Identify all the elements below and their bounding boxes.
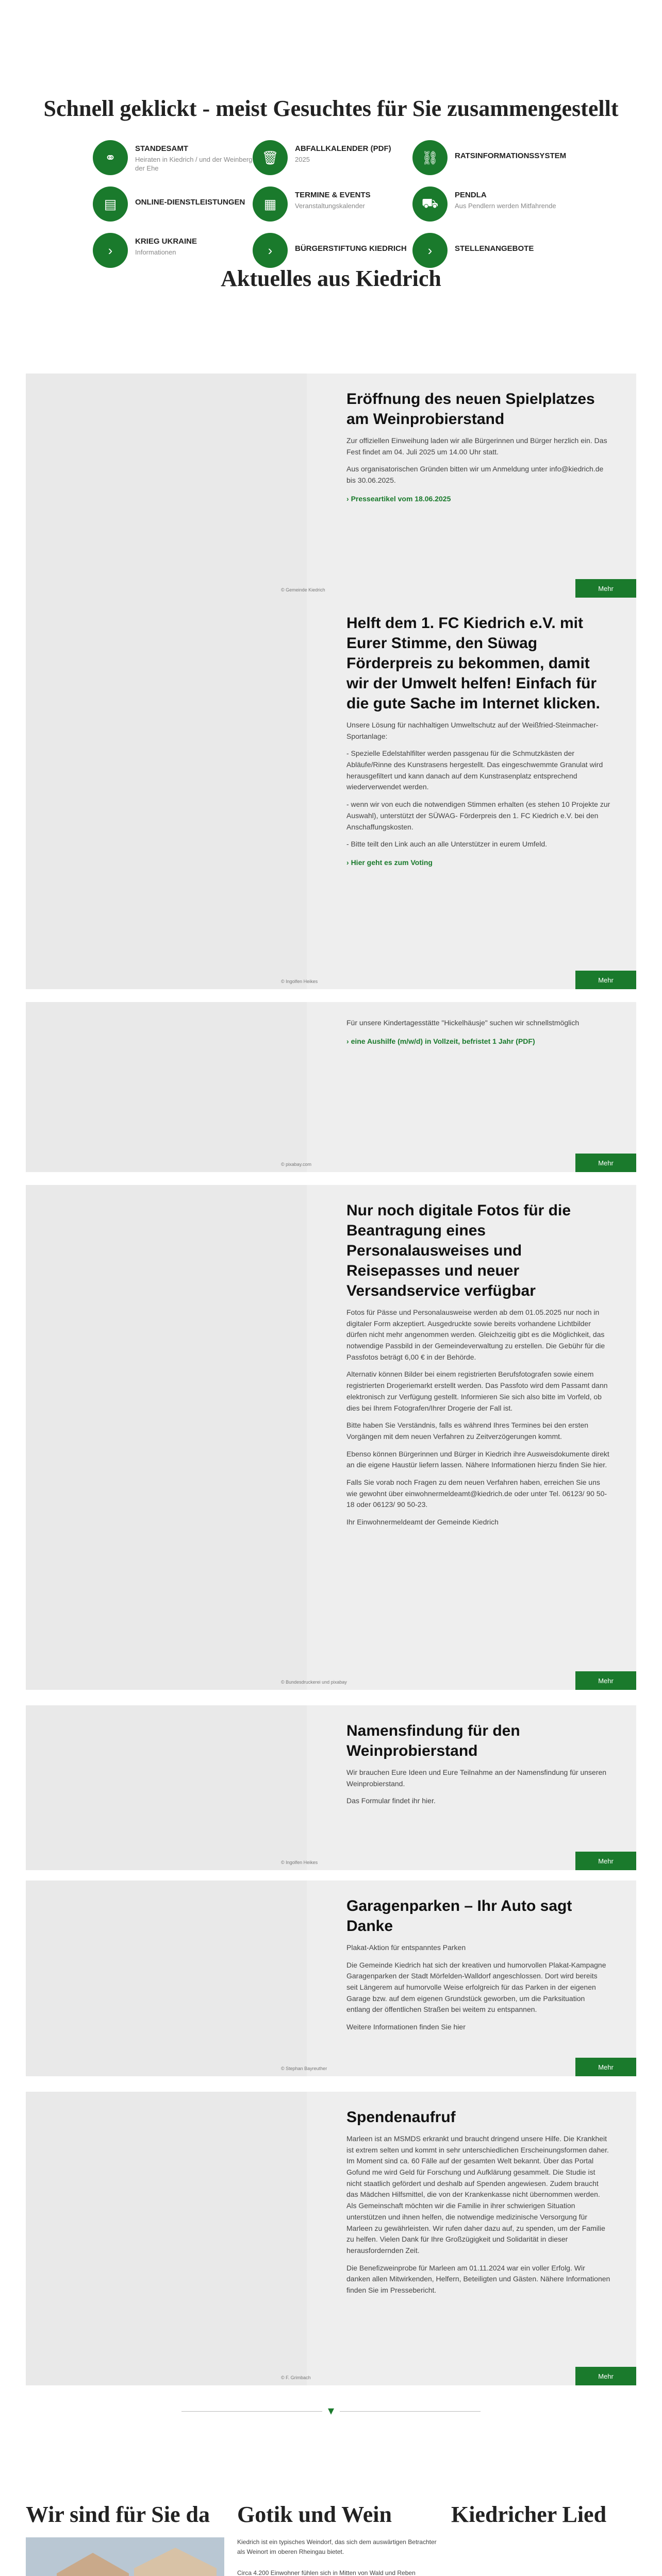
quicklink-text — [135, 187, 245, 207]
quicklink-label: ABFALLKALENDER (PDF) — [295, 144, 391, 153]
quicklink-text — [455, 233, 534, 253]
more-button[interactable]: Mehr — [575, 971, 636, 989]
quicklinks-grid — [93, 140, 572, 268]
news-link[interactable]: › Presseartikel vom 18.06.2025 — [346, 494, 451, 503]
more-button[interactable]: Mehr — [575, 1852, 636, 1870]
more-button[interactable]: Mehr — [575, 579, 636, 598]
chevron-down-icon[interactable]: ▾ — [322, 2405, 340, 2417]
news-title: Aktuelles aus Kiedrich — [221, 266, 441, 291]
news-paragraph: Die Benefizweinprobe für Marleen am 01.11.2024 war ein voller Erfolg. Wir danken allen Mitwirkenden, Helfern, Beteiligten und Gästen. Nähere Informationen finden Sie im Pressebericht. — [346, 2263, 610, 2294]
more-button[interactable]: Mehr — [575, 2367, 636, 2385]
news-paragraph: Für unsere Kindertagesstätte "Hickelhäusje" suchen wir schnellstmöglich — [346, 1019, 580, 1027]
news-paragraph: Die Gemeinde Kiedrich hat sich der kreativen und humorvollen Plakat-Kampagne Garagenparken der Stadt Mörfelden-Walldorf angeschlossen. Dort wird bereits seit Längerem auf humorvolle Weise erfolgreich für das Parken in der eigenen Garage bzw. auf dem eigenen Grundstück geworben, um die Parksituation entlang der öffentlichen Straßen bei weitem zu entspannen. — [346, 1960, 606, 2014]
image-credit: © Bundesdruckerei und pixabay — [281, 1680, 347, 1685]
quicklink-text — [135, 233, 197, 257]
news-body — [346, 1880, 610, 2033]
news-body — [346, 1705, 610, 1807]
news-image — [26, 1880, 307, 2076]
gotik-text: Kiedrich ist ein typisches Weindorf, das sich dem auswärtigen Betrachter als Weinort im oberen Rheingau bietet. — [237, 2538, 437, 2555]
news-card — [26, 374, 636, 598]
news-title: Namensfindung für den Weinprobierstand — [346, 1722, 520, 1759]
news-paragraph: Weitere Informationen finden Sie hier — [346, 2023, 466, 2031]
news-link[interactable]: › Hier geht es zum Voting — [346, 858, 433, 867]
wir-title: Wir sind für Sie da — [26, 2502, 210, 2527]
news-card — [26, 1185, 636, 1690]
image-credit: © Stephan Bayreuther — [281, 2066, 327, 2071]
news-image — [26, 1185, 307, 1690]
news-paragraph: Plakat-Aktion für entspanntes Parken — [346, 1943, 466, 1952]
town-hall-photo — [26, 2537, 224, 2576]
news-title: Eröffnung des neuen Spielplatzes am Weinprobierstand — [346, 391, 595, 428]
quicklink-label: PENDLA — [455, 191, 487, 199]
news-link-label: eine Aushilfe (m/w/d) in Vollzeit, befristet 1 Jahr (PDF) — [351, 1037, 535, 1045]
news-paragraph: Das Formular findet ihr hier. — [346, 1797, 436, 1805]
image-credit: © Ingolfen Heikes — [281, 1860, 318, 1865]
news-body — [346, 1002, 610, 1047]
news-paragraph: Alternativ können Bilder bei einem registrierten Berufsfotografen sowie einem registrierten Drogeriemarkt erstellt werden. Das Passfoto wird dem Passamt dann elektronisch zur Verfügung gestellt. Informieren Sie sich also bitte im Vorfeld, ob dies bei Ihrem Fotografen/Ihrer Drogerie der Fall ist. — [346, 1370, 608, 1412]
news-image — [26, 374, 307, 598]
quicklink-sub: Aus Pendlern werden Mitfahrende — [455, 202, 556, 210]
quicklink-label: ONLINE-DIENSTLEISTUNGEN — [135, 198, 245, 207]
gotik-text-2: Circa 4.200 Einwohner fühlen sich in Mitten von Wald und Reben — [237, 2569, 416, 2576]
news-link-label: Hier geht es zum Voting — [351, 858, 433, 867]
arrow-icon: › — [253, 233, 288, 268]
quicklink-label: BÜRGERSTIFTUNG KIEDRICH — [295, 244, 407, 253]
more-button[interactable]: Mehr — [575, 2058, 636, 2076]
news-paragraph: Marleen ist an MSMDS erkrankt und braucht dringend unsere Hilfe. Die Krankheit ist extrem selten und kommt in sehr unterschiedlichen Erscheinungsformen daher. Im Moment sind ca. 60 Fälle auf der gesamten Welt bekannt. Über das Portal Gofund me wird Geld für Forschung und Aufklärung gesammelt. Die Studie ist nicht staatlich gefördert und deshalb auf Spenden angewiesen. Zudem braucht das Mädchen Hilfsmittel, die von der Krankenkasse nicht übernommen werden. Als Gemeinschaft möchten wir die Familie in ihrer schwierigen Situation unterstützen und ihnen helfen, die notwendige medizinische Versorgung für Marleen zu gewährleisten. Wir rufen daher dazu auf, zu spenden, um der Familie zu helfen. Vielen Dank für Ihre Großzügigkeit und Solidarität in dieser herausfordernden Zeit. — [346, 2134, 609, 2255]
quicklink-sub: Informationen — [135, 248, 176, 256]
news-link-label: Presseartikel vom 18.06.2025 — [351, 494, 451, 503]
quicklink-text — [295, 140, 391, 164]
calendar-icon: ▦ — [253, 187, 288, 222]
news-link[interactable]: › eine Aushilfe (m/w/d) in Vollzeit, befristet 1 Jahr (PDF) — [346, 1037, 535, 1045]
news-title: Garagenparken – Ihr Auto sagt Danke — [346, 1897, 572, 1935]
quicklink-label: KRIEG UKRAINE — [135, 237, 197, 246]
quicklink-sub: 2025 — [295, 156, 310, 163]
news-card — [26, 1880, 636, 2076]
news-paragraph: - Spezielle Edelstahlfilter werden passgenau für die Schmutzkästen der Abläufe/Rinne des Kunstrasens hergestellt. Das eingeschwemmte Granulat wird herausgefiltert und kann danach auf dem Kunstrasenplatz entsprechend wiederverwendet werden. — [346, 749, 603, 791]
news-paragraph: Fotos für Pässe und Personalausweise werden ab dem 01.05.2025 nur noch in digitaler Form akzeptiert. Ausgedruckte sowie bereits vorhandene Lichtbilder dürfen nicht mehr angenommen werden. Gleichzeitig gibt es die Möglichkeit, das notwendige Passbild in der Gemeindeverwaltung zu erstellen. Die Gebühr für die Passfotos beträgt 6,00 € in der Behörde. — [346, 1308, 605, 1361]
quicklink-7[interactable] — [253, 233, 412, 268]
news-paragraph: Ihr Einwohnermeldeamt der Gemeinde Kiedrich — [346, 1518, 499, 1526]
arrow-icon: › — [93, 233, 128, 268]
news-card — [26, 598, 636, 989]
network-icon: ⛓ — [412, 140, 448, 175]
quicklink-label: STANDESAMT — [135, 144, 189, 153]
quicklink-5[interactable] — [412, 187, 572, 222]
news-body — [346, 2092, 610, 2296]
news-card — [26, 1705, 636, 1870]
quicklink-label: TERMINE & EVENTS — [295, 191, 371, 199]
news-paragraph: Aus organisatorischen Gründen bitten wir um Anmeldung unter info@kiedrich.de bis 30.06.2025. — [346, 465, 604, 485]
quicklink-sub: Heiraten in Kiedrich / und der Weinberg der Ehe — [135, 156, 253, 172]
quicklink-text — [295, 233, 407, 253]
news-image — [26, 2092, 307, 2385]
clipboard-icon: ▤ — [93, 187, 128, 222]
news-card — [26, 2092, 636, 2385]
quicklink-3[interactable] — [93, 187, 253, 222]
news-title: Nur noch digitale Fotos für die Beantragung eines Personalausweises und Reisepasses und neuer Versandservice verfügbar — [346, 1202, 571, 1299]
quicklink-text — [135, 140, 253, 173]
quicklink-text — [295, 187, 371, 211]
news-body — [346, 1185, 610, 1528]
quicklink-2[interactable] — [412, 140, 572, 175]
news-body — [346, 374, 610, 504]
quicklink-text — [455, 187, 556, 211]
quicklink-label: RATSINFORMATIONSSYSTEM — [455, 151, 567, 160]
rings-icon: ⚭ — [93, 140, 128, 175]
news-paragraph: Unsere Lösung für nachhaltigen Umweltschutz auf der Weißfried-Steinmacher-Sportanlage: — [346, 721, 599, 740]
quicklink-4[interactable] — [253, 187, 412, 222]
news-paragraph: - wenn wir von euch die notwendigen Stimmen erhalten (es stehen 10 Projekte zur Auswahl), unterstützt der SÜWAG- Förderpreis den 1. FC Kiedrich e.V. bei den Anschaffungskosten. — [346, 800, 610, 831]
news-body — [346, 598, 610, 869]
lied-title: Kiedricher Lied — [451, 2502, 607, 2527]
news-title: Spendenaufruf — [346, 2109, 456, 2126]
news-paragraph: Ebenso können Bürgerinnen und Bürger in Kiedrich ihre Ausweisdokumente direkt an die eigene Haustür liefern lassen. Nähere Informationen hierzu finden Sie hier. — [346, 1449, 609, 1469]
more-button[interactable]: Mehr — [575, 1671, 636, 1690]
video-box — [451, 2537, 637, 2576]
more-button[interactable]: Mehr — [575, 1154, 636, 1172]
quicklink-8[interactable] — [412, 233, 572, 268]
quicklink-0[interactable] — [93, 140, 253, 175]
news-paragraph: Wir brauchen Eure Ideen und Eure Teilnahme an der Namensfindung für unseren Weinprobierstand. — [346, 1768, 607, 1788]
image-credit: © Gemeinde Kiedrich — [281, 587, 325, 592]
image-credit: © F. Grimbach — [281, 2375, 311, 2380]
news-image — [26, 1705, 307, 1870]
news-paragraph: - Bitte teilt den Link auch an alle Unterstützer in eurem Umfeld. — [346, 840, 548, 849]
quicklink-text — [455, 140, 566, 161]
quicklink-6[interactable] — [93, 233, 253, 268]
car-icon: ⛟ — [412, 187, 448, 222]
news-card — [26, 1002, 636, 1172]
trash-icon: 🗑 — [253, 140, 288, 175]
news-title: Helft dem 1. FC Kiedrich e.V. mit Eurer Stimme, den Süwag Förderpreis zu bekommen, damit wir der Umwelt helfen! Einfach für die gute Sache im Internet klicken. — [346, 615, 600, 712]
news-image — [26, 598, 307, 989]
image-credit: © pixabay.com — [281, 1162, 311, 1167]
quicklinks-title: Schnell geklickt - meist Gesuchtes für Sie zusammengestellt — [43, 96, 619, 121]
news-paragraph: Bitte haben Sie Verständnis, falls es während Ihres Termines bei den ersten Vorgängen mit dem neuen Verfahren zu Zeitverzögerungen kommt. — [346, 1421, 589, 1440]
news-image — [26, 1002, 307, 1172]
gotik-title: Gotik und Wein — [237, 2502, 392, 2527]
news-paragraph: Falls Sie vorab noch Fragen zu dem neuen Verfahren haben, erreichen Sie uns wie gewohnt über einwohnermeldeamt@kiedrich.de oder unter Tel. 06123/ 90 50-18 oder 06123/ 90 50-23. — [346, 1478, 607, 1509]
image-credit: © Ingolfen Heikes — [281, 979, 318, 984]
news-paragraph: Zur offiziellen Einweihung laden wir alle Bürgerinnen und Bürger herzlich ein. Das Fest findet am 04. Juli 2025 um 14.00 Uhr statt. — [346, 436, 607, 456]
quicklink-sub: Veranstaltungskalender — [295, 202, 365, 210]
arrow-icon: › — [412, 233, 448, 268]
quicklink-1[interactable] — [253, 140, 412, 175]
quicklink-label: STELLENANGEBOTE — [455, 244, 534, 253]
